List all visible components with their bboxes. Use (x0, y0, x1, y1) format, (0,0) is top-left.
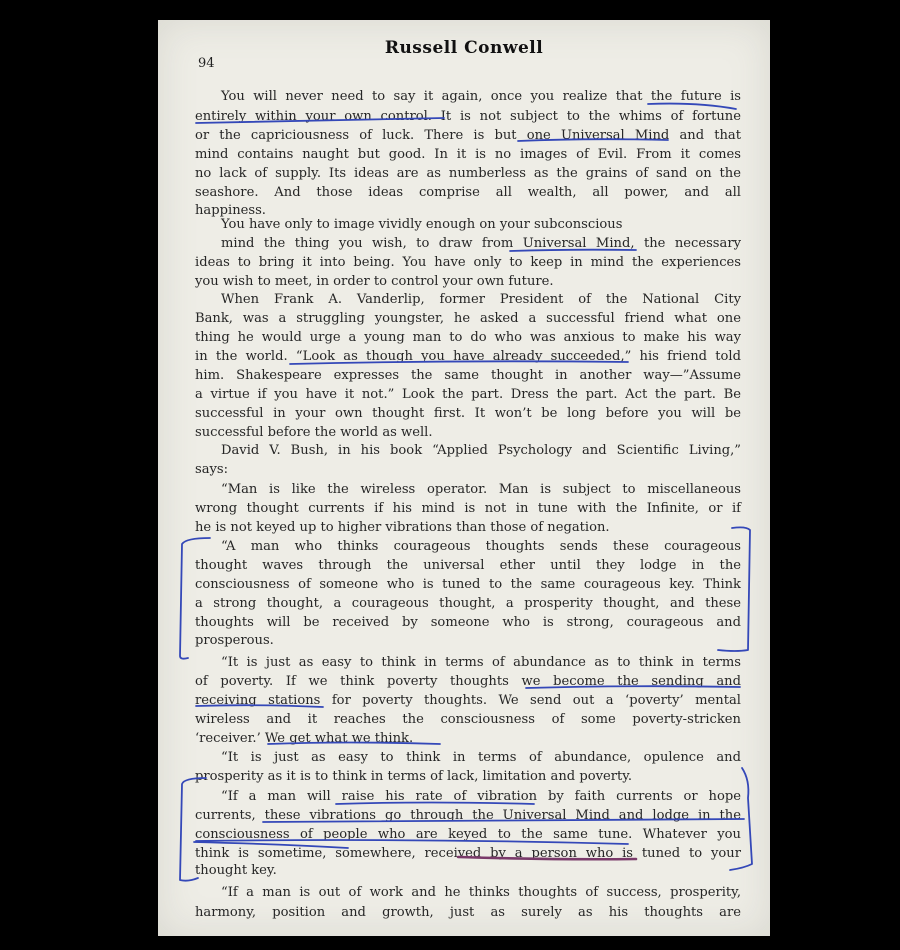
text-line: “If a man will raise his rate of vibration by faith currents or hope (221, 789, 741, 804)
text-line: Bank, was a struggling youngster, he asked a successful friend what one (195, 311, 741, 326)
text-line: successful before the world as well. (195, 425, 433, 440)
text-line: he is not keyed up to higher vibrations than those of negation. (195, 520, 610, 535)
text-line: You have only to image vividly enough on your subconscious (221, 217, 623, 232)
text-line: thoughts will be received by someone who is strong, courageous and (195, 615, 741, 630)
text-line: David V. Bush, in his book “Applied Psychology and Scientific Living,” (221, 443, 741, 458)
text-line: or the capriciousness of luck. There is but one Universal Mind and that (195, 128, 741, 143)
text-line: says: (195, 462, 229, 477)
text-line: entirely within your own control. It is not subject to the whims of fortune (195, 109, 741, 124)
text-line: thought key. (195, 863, 277, 878)
page-number: 94 (198, 56, 215, 71)
text-line: no lack of supply. Its ideas are as numberless as the grains of sand on the (195, 166, 741, 181)
text-line: happiness. (195, 203, 266, 218)
text-line: seashore. And those ideas comprise all wealth, all power, and all (195, 185, 741, 200)
text-line: consciousness of people who are keyed to the same tune. Whatever you (195, 827, 741, 842)
text-line: in the world. “Look as though you have already succeeded,” his friend told (195, 349, 741, 364)
text-line: a virtue if you have it not.” Look the part. Dress the part. Act the part. Be (195, 387, 741, 402)
text-line: you wish to meet, in order to control your own future. (195, 274, 554, 289)
text-line: When Frank A. Vanderlip, former President of the National City (221, 292, 741, 307)
text-line: receiving stations for poverty thoughts. We send out a ‘poverty’ mental (195, 693, 741, 708)
text-line: You will never need to say it again, once you realize that the future is (221, 89, 741, 104)
text-line: wrong thought currents if his mind is not in tune with the Infinite, or if (195, 501, 741, 516)
text-line: consciousness of someone who is tuned to the same courageous key. Think (195, 577, 741, 592)
text-line: “A man who thinks courageous thoughts sends these courageous (221, 539, 741, 554)
text-line: of poverty. If we think poverty thoughts we become the sending and (195, 674, 741, 689)
text-line: mind the thing you wish, to draw from Universal Mind, the necessary (221, 236, 741, 251)
text-line: thing he would urge a young man to do who was anxious to make his way (195, 330, 741, 345)
text-line: think is sometime, somewhere, received by a person who is tuned to your (195, 846, 741, 861)
text-line: “Man is like the wireless operator. Man is subject to miscellaneous (221, 482, 741, 497)
text-line: ‘receiver.’ We get what we think. (195, 731, 414, 746)
text-line: “It is just as easy to think in terms of abundance, opulence and (221, 750, 741, 765)
text-line: “It is just as easy to think in terms of abundance as to think in terms (221, 655, 741, 670)
book-page (158, 20, 770, 936)
text-line: ideas to bring it into being. You have only to keep in mind the experiences (195, 255, 741, 270)
text-line: currents, these vibrations go through the Universal Mind and lodge in the (195, 808, 741, 823)
text-line: successful in your own thought first. It won’t be long before you will be (195, 406, 741, 421)
text-line: “If a man is out of work and he thinks thoughts of success, prosperity, (221, 885, 741, 900)
text-line: harmony, position and growth, just as surely as his thoughts are (195, 905, 741, 920)
text-line: prosperous. (195, 633, 274, 648)
text-line: wireless and it reaches the consciousness of some poverty-stricken (195, 712, 741, 727)
text-line: him. Shakespeare expresses the same thought in another way—”Assume (195, 368, 741, 383)
text-line: thought waves through the universal ether until they lodge in the (195, 558, 741, 573)
text-line: mind contains naught but good. In it is no images of Evil. From it comes (195, 147, 741, 162)
text-line: a strong thought, a courageous thought, a prosperity thought, and these (195, 596, 741, 611)
body-text (158, 20, 770, 936)
text-line: prosperity as it is to think in terms of lack, limitation and poverty. (195, 769, 633, 784)
running-head: Russell Conwell (384, 38, 544, 58)
